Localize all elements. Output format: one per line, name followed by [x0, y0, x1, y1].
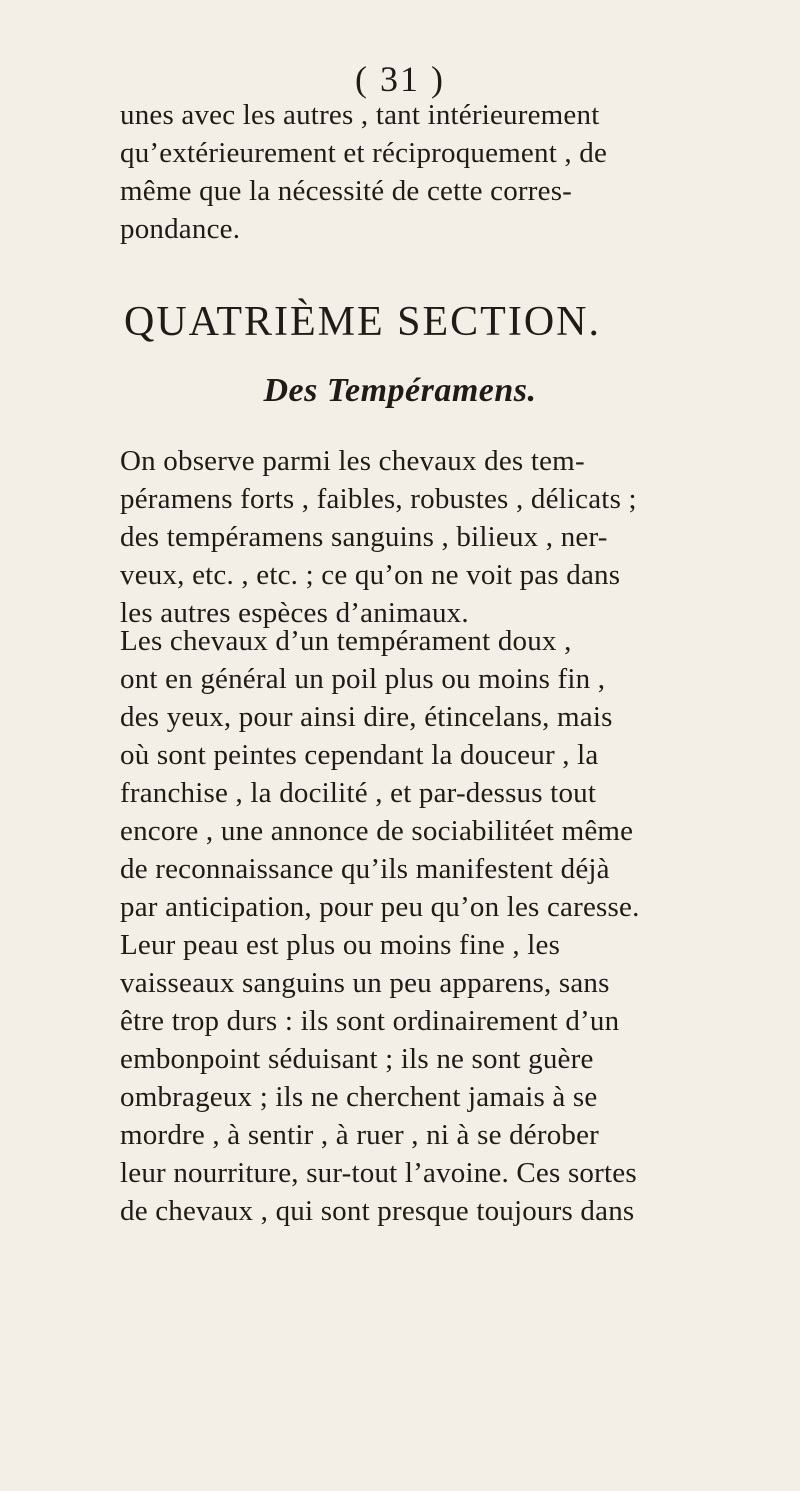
paragraph-temperaments	[120, 442, 760, 632]
text-line: péramens forts , faibles, robustes , délicats ;	[120, 483, 637, 515]
text-line: des tempéramens sanguins , bilieux , ner-	[120, 521, 608, 553]
section-subtitle: Des Tempéramens.	[263, 372, 537, 409]
text-line: leur nourriture, sur-tout l’avoine. Ces sortes	[120, 1157, 637, 1189]
text-line: veux, etc. , etc. ; ce qu’on ne voit pas dans	[120, 559, 621, 591]
paragraph-continuation	[120, 96, 760, 248]
text-line: ont en général un poil plus ou moins fin ,	[120, 663, 606, 695]
text-line: même que la nécessité de cette corres-	[120, 175, 573, 207]
text-line: mordre , à sentir , à ruer , ni à se dérober	[120, 1119, 600, 1151]
text-line: les autres espèces d’animaux.	[120, 597, 469, 629]
text-line: franchise , la docilité , et par-dessus tout	[120, 777, 597, 809]
paragraph-gentle-horses	[120, 622, 760, 1230]
text-line: par anticipation, pour peu qu’on les caresse.	[120, 891, 640, 923]
text-line: des yeux, pour ainsi dire, étincelans, mais	[120, 701, 613, 733]
page-number: ( 31 )	[355, 59, 445, 99]
text-line: où sont peintes cependant la douceur , la	[120, 739, 599, 771]
text-line: encore , une annonce de sociabilitéet même	[120, 815, 634, 847]
text-line: On observe parmi les chevaux des tem-	[120, 445, 585, 477]
text-line: unes avec les autres , tant intérieurement	[120, 99, 600, 131]
text-line: Les chevaux d’un tempérament doux ,	[120, 625, 572, 657]
text-line: embonpoint séduisant ; ils ne sont guère	[120, 1043, 594, 1075]
text-line: de reconnaissance qu’ils manifestent déjà	[120, 853, 610, 885]
text-line: vaisseaux sanguins un peu apparens, sans	[120, 967, 610, 999]
text-line: Leur peau est plus ou moins fine , les	[120, 929, 561, 961]
text-line: pondance.	[120, 213, 241, 245]
text-line: ombrageux ; ils ne cherchent jamais à se	[120, 1081, 598, 1113]
text-line: être trop durs : ils sont ordinairement d’un	[120, 1005, 620, 1037]
section-title: QUATRIÈME SECTION.	[124, 299, 601, 345]
text-line: qu’extérieurement et réciproquement , de	[120, 137, 608, 169]
text-line: de chevaux , qui sont presque toujours dans	[120, 1195, 635, 1227]
